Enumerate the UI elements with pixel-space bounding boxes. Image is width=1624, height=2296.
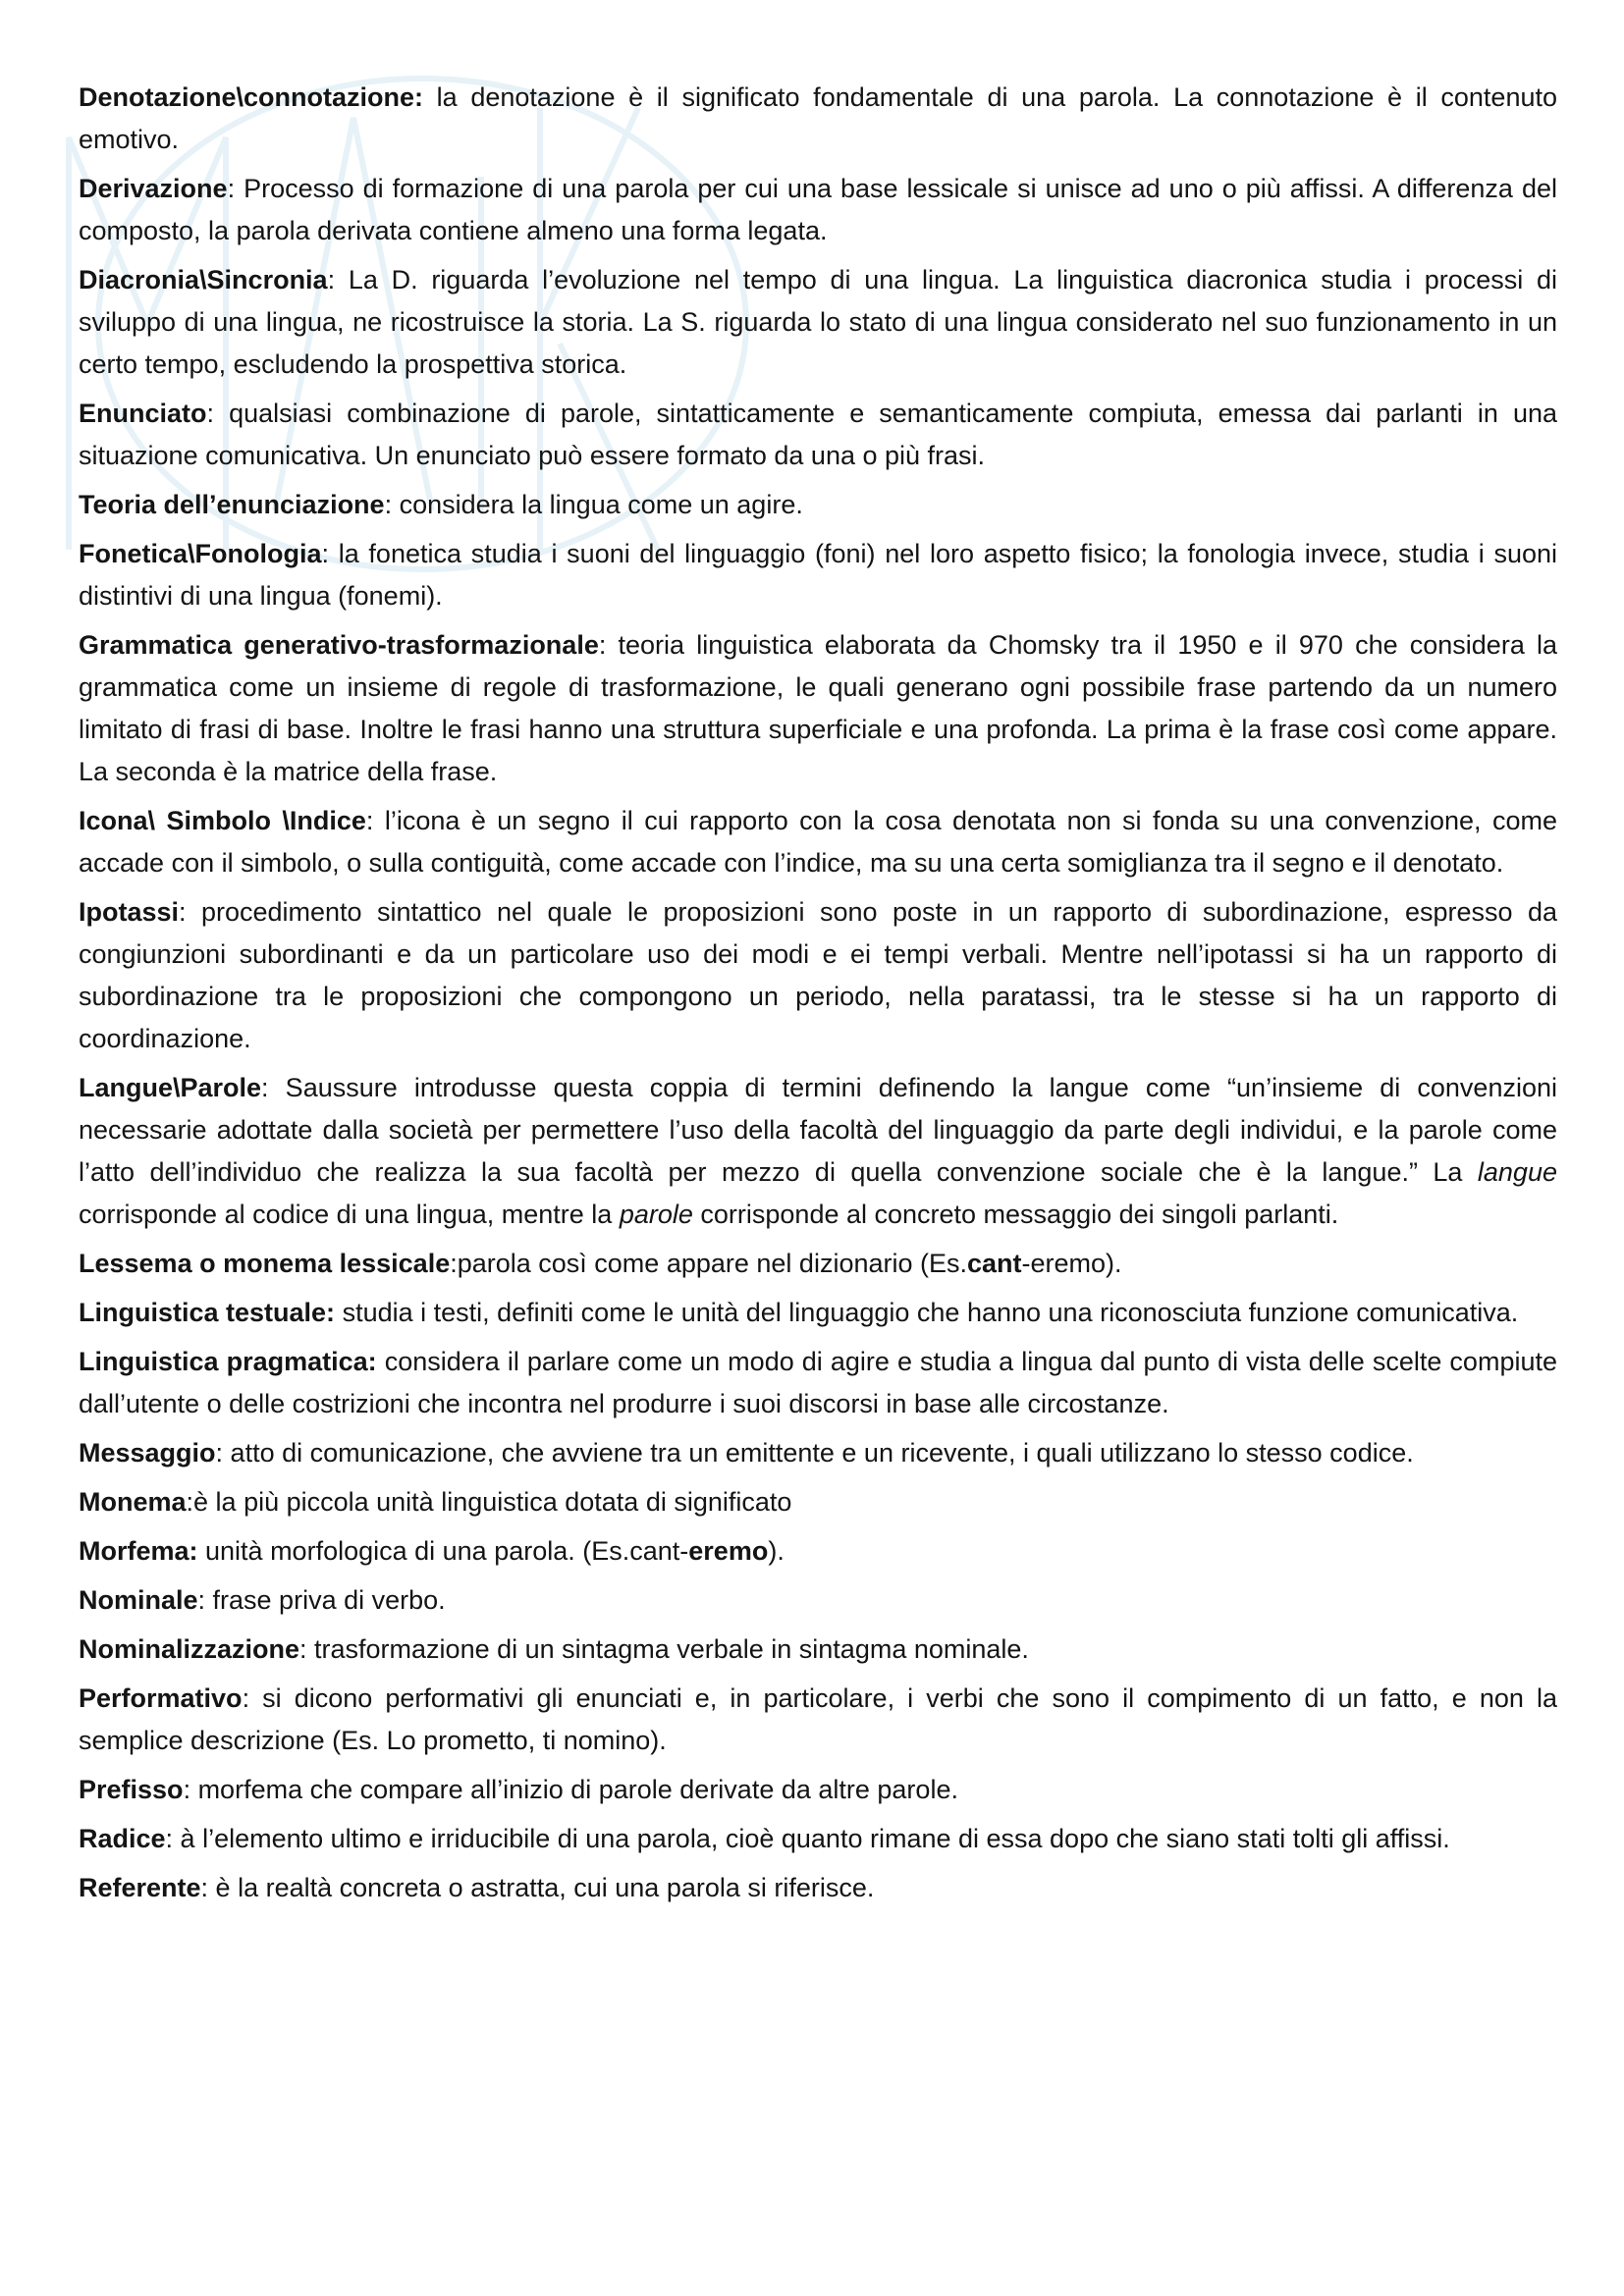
glossary-definition: : l’icona è un segno il cui rapporto con la cosa denotata non si fonda su una convenzione, come accade con il simbolo, o sulla contiguità, come accade con l’indice, ma su una certa somiglianza tra il segno e il denotato. <box>79 806 1557 878</box>
glossary-entry <box>79 168 1557 252</box>
glossary-definition: cant <box>967 1249 1022 1278</box>
glossary-term: Icona\ Simbolo \Indice <box>79 806 366 835</box>
glossary-entry <box>79 1292 1557 1334</box>
glossary-entry <box>79 533 1557 617</box>
glossary-definition: -eremo). <box>1021 1249 1122 1278</box>
glossary-term: Grammatica generativo-trasformazionale <box>79 630 599 660</box>
glossary-term: Enunciato <box>79 399 207 428</box>
glossary-definition: corrisponde al concreto messaggio dei singoli parlanti. <box>692 1200 1339 1229</box>
glossary-term: Monema <box>79 1487 187 1517</box>
glossary-entry <box>79 1341 1557 1425</box>
glossary-entry <box>79 1243 1557 1285</box>
glossary-term: Denotazione\connotazione: <box>79 82 423 112</box>
glossary-entry <box>79 77 1557 161</box>
glossary-entry <box>79 1678 1557 1762</box>
glossary-definition: : è la realtà concreta o astratta, cui una parola si riferisce. <box>200 1873 875 1902</box>
glossary-term: Linguistica testuale: <box>79 1298 336 1327</box>
glossary-entry <box>79 1818 1557 1860</box>
glossary-definition: : teoria linguistica elaborata da Chomsky tra il 1950 e il 970 che considera la grammatica come un insieme di regole di trasformazione, le quali generano ogni possibile frase partendo da un numero limitato di frasi di base. Inoltre le frasi hanno una struttura superficiale e una profonda. La prima è la frase così come appare. La seconda è la matrice della frase. <box>79 630 1558 786</box>
glossary-term: Langue\Parole <box>79 1073 262 1102</box>
glossary-definition: : La D. riguarda l’evoluzione nel tempo di una lingua. La linguistica diacronica studia i processi di sviluppo di una lingua, ne ricostruisce la storia. La S. riguarda lo stato di una lingua considerato nel suo funzionamento in un certo tempo, escludendo la prospettiva storica. <box>79 265 1557 379</box>
glossary-entry <box>79 1769 1557 1811</box>
glossary-definition: : Saussure introdusse questa coppia di termini definendo la langue come “un’insieme di convenzioni necessarie adottate dalla società per permettere l’uso della facoltà del linguaggio da parte degli individui, e la parole come l’atto dell’individuo che realizza la sua facoltà per mezzo di quella convenzione sociale che è la langue.” La <box>79 1073 1557 1187</box>
glossary-definition: studia i testi, definiti come le unità del linguaggio che hanno una riconosciuta funzione comunicativa. <box>335 1298 1519 1327</box>
glossary-definition: : la fonetica studia i suoni del linguaggio (foni) nel loro aspetto fisico; la fonologia invece, studia i suoni distintivi di una lingua (fonemi). <box>79 539 1557 611</box>
glossary-term: Referente <box>79 1873 201 1902</box>
glossary-entry <box>79 484 1557 526</box>
glossary-definition: : Processo di formazione di una parola per cui una base lessicale si unisce ad uno o più affissi. A differenza del composto, la parola derivata contiene almeno una forma legata. <box>79 174 1557 245</box>
glossary-term: Teoria dell’enunciazione <box>79 490 385 519</box>
glossary-entry <box>79 891 1557 1060</box>
glossary-definition: ). <box>768 1536 785 1566</box>
glossary-term: Radice <box>79 1824 166 1853</box>
glossary-entry <box>79 393 1557 477</box>
glossary-definition: : morfema che compare all’inizio di parole derivate da altre parole. <box>183 1775 958 1804</box>
glossary-term: Lessema o monema lessicale <box>79 1249 451 1278</box>
glossary-term: Diacronia\Sincronia <box>79 265 328 294</box>
glossary-definition: considera il parlare come un modo di agire e studia a lingua dal punto di vista delle scelte compiute dall’utente o delle costrizioni che incontra nel produrre i suoi discorsi in base alle circostanze. <box>79 1347 1557 1418</box>
glossary-definition: :parola così come appare nel dizionario (Es. <box>450 1249 967 1278</box>
glossary-term: Prefisso <box>79 1775 184 1804</box>
glossary-term: Linguistica pragmatica: <box>79 1347 377 1376</box>
glossary-definition: eremo <box>688 1536 769 1566</box>
glossary-definition: :è la più piccola unità linguistica dotata di significato <box>186 1487 792 1517</box>
glossary-entry <box>79 1579 1557 1622</box>
glossary-definition: corrisponde al codice di una lingua, mentre la <box>79 1200 620 1229</box>
glossary-term: Nominale <box>79 1585 198 1615</box>
glossary-entry <box>79 1481 1557 1523</box>
glossary-definition: parole <box>619 1200 693 1229</box>
glossary-term: Morfema: <box>79 1536 198 1566</box>
glossary-definition: : qualsiasi combinazione di parole, sintatticamente e semanticamente compiuta, emessa dai parlanti in una situazione comunicativa. Un enunciato può essere formato da una o più frasi. <box>79 399 1557 470</box>
glossary-definition: : si dicono performativi gli enunciati e, in particolare, i verbi che sono il compimento di un fatto, e non la semplice descrizione (Es. Lo prometto, ti nomino). <box>79 1683 1557 1755</box>
glossary-definition: : trasformazione di un sintagma verbale in sintagma nominale. <box>299 1634 1029 1664</box>
glossary-term: Fonetica\Fonologia <box>79 539 322 568</box>
glossary-term: Nominalizzazione <box>79 1634 300 1664</box>
glossary-definition: : considera la lingua come un agire. <box>384 490 803 519</box>
glossary-entry <box>79 1629 1557 1671</box>
glossary-entry <box>79 800 1557 884</box>
glossary-entry <box>79 1432 1557 1474</box>
glossary-definition: : à l’elemento ultimo e irriducibile di una parola, cioè quanto rimane di essa dopo che siano stati tolti gli affissi. <box>165 1824 1450 1853</box>
glossary-definition: langue <box>1477 1157 1557 1187</box>
glossary-definition: : atto di comunicazione, che avviene tra un emittente e un ricevente, i quali utilizzano lo stesso codice. <box>215 1438 1414 1468</box>
glossary-entry <box>79 1530 1557 1573</box>
glossary-term: Ipotassi <box>79 897 180 927</box>
glossary-definition: la denotazione è il significato fondamentale di una parola. La connotazione è il contenuto emotivo. <box>79 82 1557 154</box>
glossary-definition: : frase priva di verbo. <box>197 1585 446 1615</box>
glossary-term: Derivazione <box>79 174 228 203</box>
glossary-definition: : procedimento sintattico nel quale le proposizioni sono poste in un rapporto di subordinazione, espresso da congiunzioni subordinanti e da un particolare uso dei modi e ei tempi verbali. Mentre nell’ipotassi si ha un rapporto di subordinazione tra le proposizioni che compongono un periodo, nella paratassi, tra le stesse si ha un rapporto di coordinazione. <box>79 897 1557 1053</box>
glossary-term: Performativo <box>79 1683 243 1713</box>
glossary-entry <box>79 624 1557 793</box>
glossary <box>79 77 1557 1916</box>
glossary-entry <box>79 259 1557 386</box>
glossary-term: Messaggio <box>79 1438 216 1468</box>
glossary-definition: unità morfologica di una parola. (Es.cant- <box>197 1536 689 1566</box>
glossary-entry <box>79 1867 1557 1909</box>
glossary-entry <box>79 1067 1557 1236</box>
